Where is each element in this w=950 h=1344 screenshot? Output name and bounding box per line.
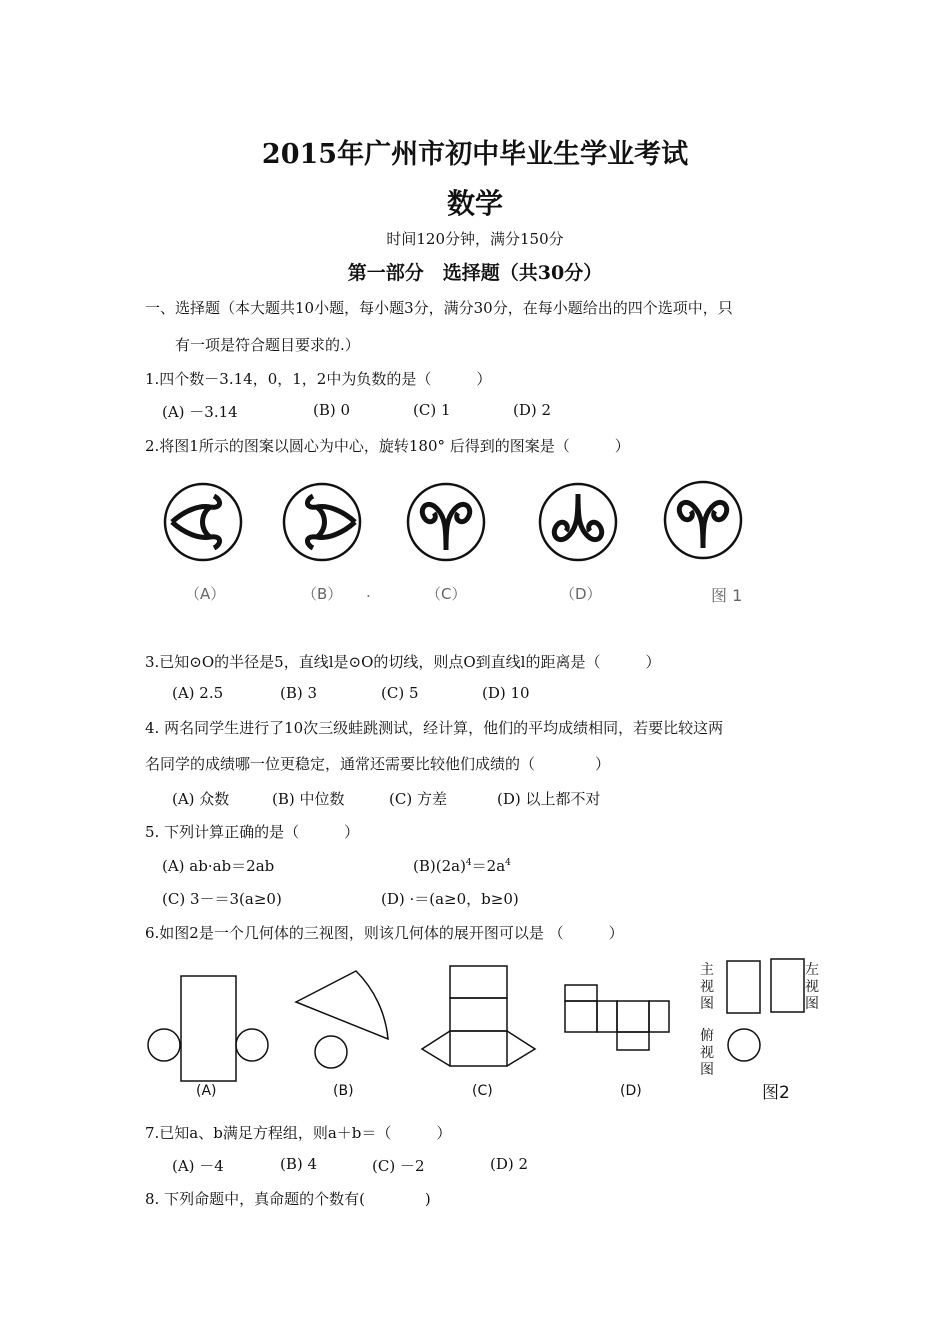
q1-option-d: (D) 2 — [513, 401, 552, 419]
q2-label-d: （D） — [560, 585, 602, 603]
q5-option-a: (A) ab·ab＝2ab — [162, 857, 275, 875]
q7-option-c: (C) －2 — [372, 1157, 425, 1175]
q2-dot: . — [366, 583, 371, 601]
q6-label-a: (A) — [196, 1083, 217, 1099]
q2-label-a: （A） — [185, 585, 226, 603]
section-instructions-line1: 一、选择题（本大题共10小题，每小题3分，满分30分，在每小题给出的四个选项中，只 — [145, 299, 733, 317]
q4-option-d: (D) 以上都不对 — [497, 790, 601, 808]
q6-option-a-net — [148, 976, 268, 1081]
q3-option-a: (A) 2.5 — [172, 684, 224, 702]
q4-option-a: (A) 众数 — [172, 790, 230, 808]
part-title: 第一部分 选择题（共30分） — [347, 262, 603, 284]
q2-stem: 2.将图1所示的图案以圆心为中心，旋转180° 后得到的图案是（ ） — [145, 437, 630, 455]
figure1-label: 图 1 — [711, 586, 743, 605]
q5-option-c: (C) 3－＝3(a≥0) — [162, 890, 282, 908]
q5-stem: 5. 下列计算正确的是（ ） — [145, 823, 360, 841]
view-top-label: 俯视图 — [700, 1028, 714, 1078]
exam-title: 2015年广州市初中毕业生学业考试 — [261, 139, 689, 170]
q7-option-d: (D) 2 — [490, 1155, 529, 1173]
q1-option-c: (C) 1 — [413, 401, 451, 419]
q3-option-d: (D) 10 — [482, 684, 530, 702]
q5-option-b: $(B)(2a)^4=2a^4$ — [413, 857, 511, 875]
view-left-label: 左视图 — [805, 962, 819, 1012]
q2-label-c: （C） — [426, 585, 467, 603]
q6-label-c: (C) — [472, 1083, 493, 1099]
time-note: 时间120分钟，满分150分 — [386, 230, 564, 248]
q3-option-c: (C) 5 — [381, 684, 419, 702]
q3-option-b: (B) 3 — [280, 684, 318, 702]
subject-title: 数学 — [446, 187, 503, 220]
q1-stem: 1.四个数－3.14，0，1，2中为负数的是（ ） — [145, 370, 492, 388]
q4-stem-line2: 名同学的成绩哪一位更稳定，通常还需要比较他们成绩的（ ） — [145, 755, 611, 773]
section-instructions-line2: 有一项是符合题目要求的.） — [175, 336, 360, 354]
q3-stem: 3.已知⊙O的半径是5，直线l是⊙O的切线，则点O到直线l的距离是（ ） — [145, 653, 661, 671]
q7-option-b: (B) 4 — [280, 1155, 318, 1173]
q4-stem-line1: 4. 两名同学生进行了10次三级蛙跳测试，经计算，他们的平均成绩相同，若要比较这两 — [145, 719, 724, 737]
q8-stem: 8. 下列命题中，真命题的个数有( ) — [145, 1190, 431, 1208]
q6-stem: 6.如图2是一个几何体的三视图，则该几何体的展开图可以是 （ ） — [145, 924, 624, 942]
q1-option-b: (B) 0 — [313, 401, 351, 419]
q6-option-c-net — [422, 966, 535, 1066]
q6-label-b: (B) — [333, 1083, 354, 1099]
q4-option-b: (B) 中位数 — [272, 790, 345, 808]
three-views-figure — [727, 959, 804, 1061]
figure2-label: 图2 — [762, 1083, 790, 1103]
q7-stem: 7.已知a、b满足方程组，则a＋b＝（ ） — [145, 1124, 452, 1142]
q1-option-a: (A) －3.14 — [162, 403, 238, 421]
q6-option-d-net — [565, 985, 669, 1050]
q7-option-a: (A) －4 — [172, 1157, 224, 1175]
q2-label-b: （B） — [302, 585, 343, 603]
q4-option-c: (C) 方差 — [389, 790, 447, 808]
q5-option-d: (D) ·＝(a≥0，b≥0) — [381, 890, 519, 908]
q6-option-b-net — [296, 971, 388, 1068]
view-front-label: 主视图 — [700, 962, 714, 1012]
q6-label-d: (D) — [620, 1083, 642, 1099]
